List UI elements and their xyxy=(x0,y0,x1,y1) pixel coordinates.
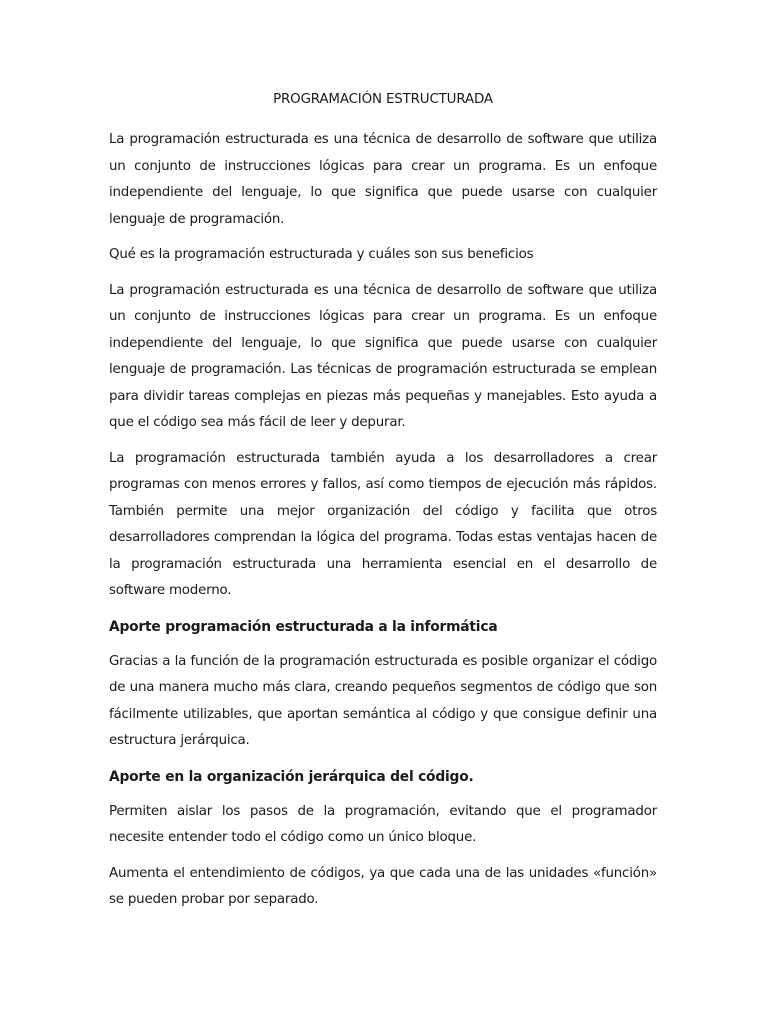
heading-aporte-informatica: Aporte programación estructurada a la informática xyxy=(109,618,498,635)
document-page xyxy=(109,88,657,914)
document-title: PROGRAMACIÓN ESTRUCTURADA xyxy=(273,92,493,107)
paragraph-question: Qué es la programación estructurada y cuáles son sus beneficios xyxy=(109,247,534,262)
paragraph-aporte: Gracias a la función de la programación estructurada es posible organizar el código de una manera mucho más clara, creando pequeños segmentos de código que son fácilmente utilizables, que aportan semántica al código y que consigue definir una estructura jerárquica. xyxy=(109,653,657,748)
paragraph-entendimiento: Aumenta el entendimiento de códigos, ya que cada una de las unidades «función» se pueden probar por separado. xyxy=(109,865,657,907)
heading-organizacion-jerarquica: Aporte en la organización jerárquica del código. xyxy=(109,768,474,785)
paragraph-definition: La programación estructurada es una técnica de desarrollo de software que utiliza un conjunto de instrucciones lógicas para crear un programa. Es un enfoque independiente del lenguaje, lo que significa que puede usarse con cualquier lenguaje de programación. Las técnicas de programación estructurada se emplean para dividir tareas complejas en piezas más pequeñas y manejables. Esto ayuda a que el código sea más fácil de leer y depurar. xyxy=(109,282,657,430)
paragraph-benefits: La programación estructurada también ayuda a los desarrolladores a crear programas con menos errores y fallos, así como tiempos de ejecución más rápidos. También permite una mejor organización del código y facilita que otros desarrolladores comprendan la lógica del programa. Todas estas ventajas hacen de la programación estructurada una herramienta esencial en el desarrollo de software moderno. xyxy=(109,450,657,598)
paragraph-intro: La programación estructurada es una técnica de desarrollo de software que utiliza un conjunto de instrucciones lógicas para crear un programa. Es un enfoque independiente del lenguaje, lo que significa que puede usarse con cualquier lenguaje de programación. xyxy=(109,132,657,227)
paragraph-aislar-pasos: Permiten aislar los pasos de la programación, evitando que el programador necesite entender todo el código como un único bloque. xyxy=(109,803,657,845)
